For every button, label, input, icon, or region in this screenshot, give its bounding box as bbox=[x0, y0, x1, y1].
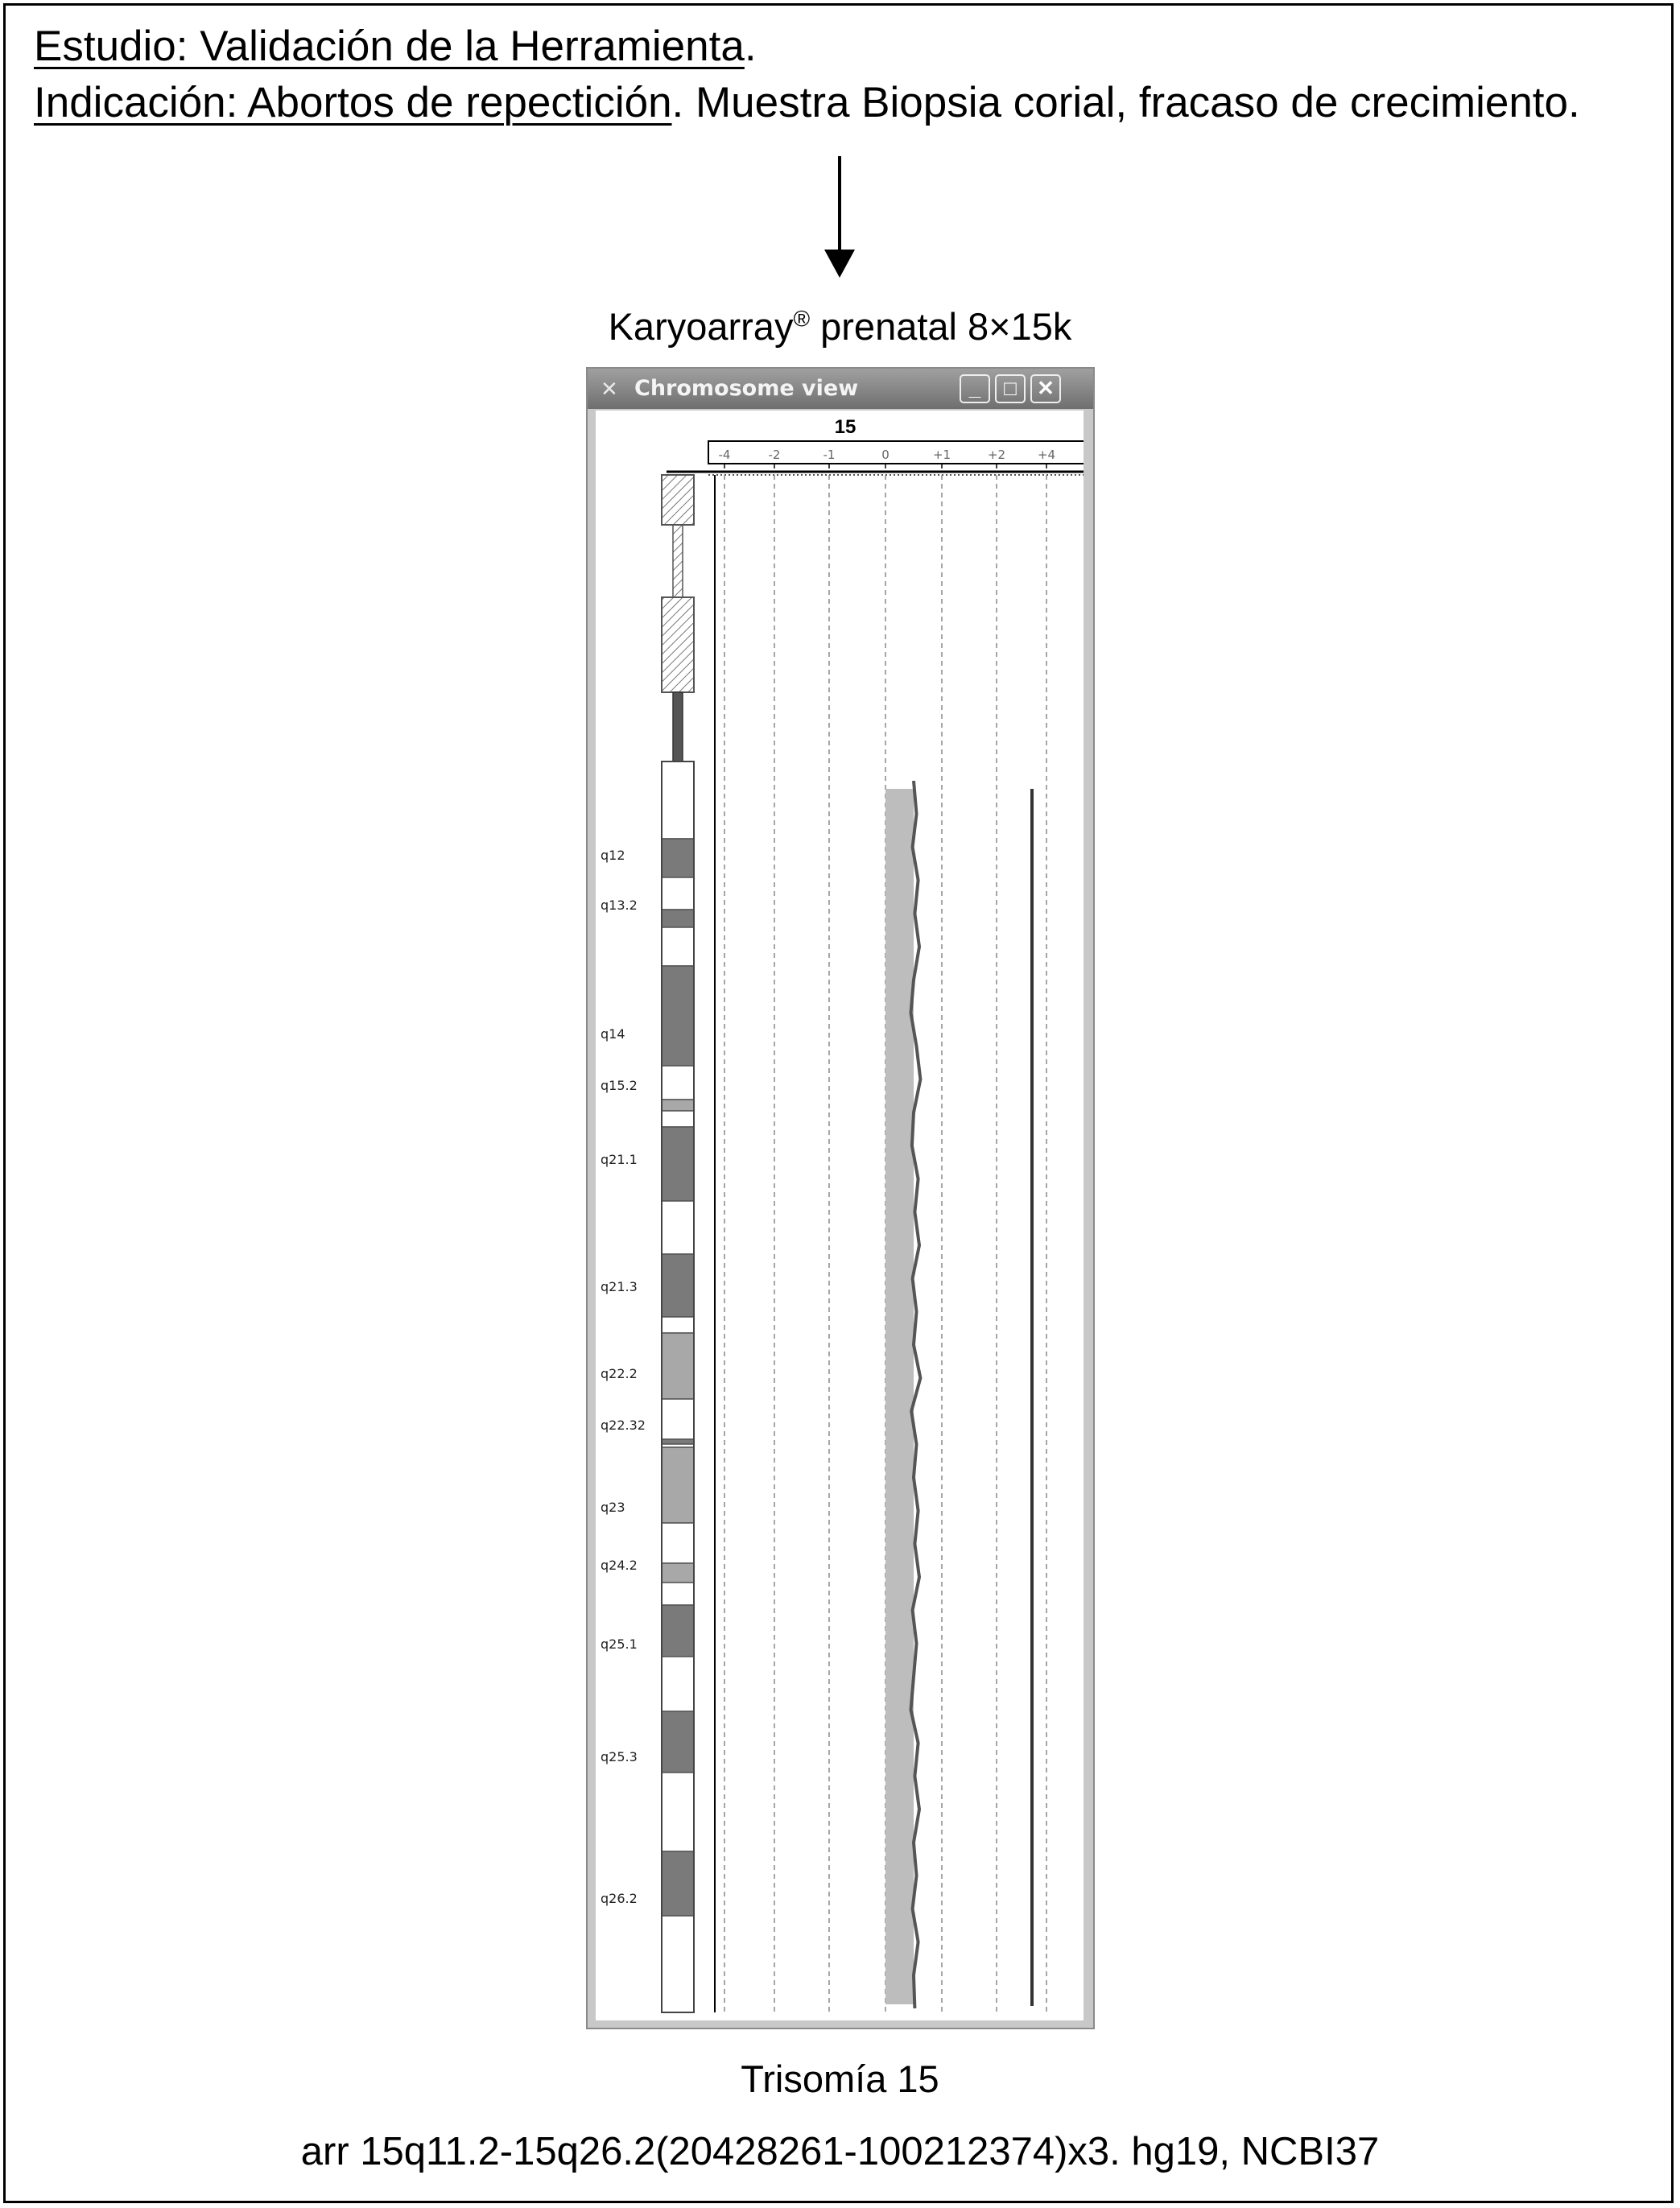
ideogram-band bbox=[662, 1399, 694, 1439]
down-arrow-icon bbox=[813, 153, 866, 282]
band-label: q22.2 bbox=[601, 1366, 638, 1381]
maximize-button[interactable]: □ bbox=[995, 374, 1026, 403]
centromere bbox=[673, 692, 683, 761]
ideogram-band bbox=[662, 1333, 694, 1399]
ideogram-band bbox=[662, 910, 694, 927]
ideogram-band bbox=[662, 1711, 694, 1773]
window-titlebar[interactable] bbox=[588, 369, 1093, 409]
band-label: q14 bbox=[601, 1026, 625, 1042]
ideogram-band bbox=[662, 1447, 694, 1523]
close-button[interactable]: ✕ bbox=[1030, 374, 1061, 403]
p-arm-upper bbox=[662, 475, 694, 525]
ideogram-band bbox=[662, 1916, 694, 2012]
band-label: q25.3 bbox=[601, 1749, 638, 1764]
ideogram-band bbox=[662, 1254, 694, 1317]
ideogram-band bbox=[662, 839, 694, 877]
chromosome-number: 15 bbox=[834, 416, 857, 438]
scale-tick-label: 0 bbox=[881, 448, 890, 462]
band-label: q21.3 bbox=[601, 1279, 638, 1294]
band-label: q24.2 bbox=[601, 1558, 638, 1573]
ideogram-band bbox=[662, 877, 694, 910]
ideogram-band bbox=[662, 1439, 694, 1444]
scale-box bbox=[708, 441, 1084, 464]
sample-text: . Muestra Biopsia corial, fracaso de crecimiento. bbox=[671, 79, 1580, 126]
scale-tick-label: +2 bbox=[987, 448, 1006, 462]
window-title: Chromosome view bbox=[634, 376, 859, 401]
scale-tick-label: +1 bbox=[932, 448, 951, 462]
band-label: q25.1 bbox=[601, 1636, 638, 1652]
p-arm-stalk bbox=[673, 525, 683, 597]
p-arm-lower bbox=[662, 597, 694, 692]
chromosome-view-pane[interactable] bbox=[596, 411, 1084, 2020]
scale-tick-label: -4 bbox=[718, 448, 731, 462]
karyotype-notation: arr 15q11.2-15q26.2(20428261-100212374)x3. hg19, NCBI37 bbox=[300, 2130, 1380, 2173]
ideogram-band bbox=[662, 1657, 694, 1711]
scale-tick-label: -2 bbox=[768, 448, 781, 462]
chromosome-plot bbox=[596, 411, 1084, 2020]
gain-shaded-region bbox=[885, 789, 914, 2004]
band-label: q15.2 bbox=[601, 1078, 638, 1093]
ideogram-band bbox=[662, 1127, 694, 1201]
ideogram-band bbox=[662, 1773, 694, 1851]
result-caption: Trisomía 15 bbox=[741, 2057, 939, 2100]
array-label: Karyoarray® prenatal 8×15k bbox=[608, 305, 1072, 348]
ideogram-band bbox=[662, 1201, 694, 1254]
ideogram-band bbox=[662, 927, 694, 966]
chromosome-view-window[interactable] bbox=[586, 367, 1095, 2029]
band-label: q13.2 bbox=[601, 898, 638, 913]
band-label: q21.1 bbox=[601, 1152, 638, 1167]
scale-tick-label: +4 bbox=[1037, 448, 1056, 462]
ideogram-band bbox=[662, 966, 694, 1066]
band-label: q26.2 bbox=[601, 1891, 638, 1906]
ideogram-band bbox=[662, 1066, 694, 1100]
window-app-icon: ✕ bbox=[601, 377, 618, 401]
ideogram-band bbox=[662, 1583, 694, 1605]
ideogram-band bbox=[662, 1605, 694, 1657]
minimize-button[interactable]: _ bbox=[960, 374, 990, 403]
band-label: q22.32 bbox=[601, 1418, 646, 1433]
ideogram-band bbox=[662, 1100, 694, 1111]
ideogram-band bbox=[662, 1523, 694, 1563]
ideogram-band bbox=[662, 1851, 694, 1916]
ideogram-band bbox=[662, 1111, 694, 1127]
study-label: Estudio: Validación de la Herramienta bbox=[34, 23, 745, 70]
band-label: q12 bbox=[601, 848, 625, 863]
ideogram-band bbox=[662, 1563, 694, 1583]
indication-line bbox=[34, 79, 1580, 127]
ideogram-band bbox=[662, 761, 694, 839]
ideogram-band bbox=[662, 1317, 694, 1333]
scale-tick-label: -1 bbox=[823, 448, 836, 462]
indication-label: Indicación: Abortos de repectición bbox=[34, 79, 672, 126]
band-label: q23 bbox=[601, 1500, 625, 1515]
study-line: Estudio: Validación de la Herramienta. bbox=[34, 23, 757, 70]
